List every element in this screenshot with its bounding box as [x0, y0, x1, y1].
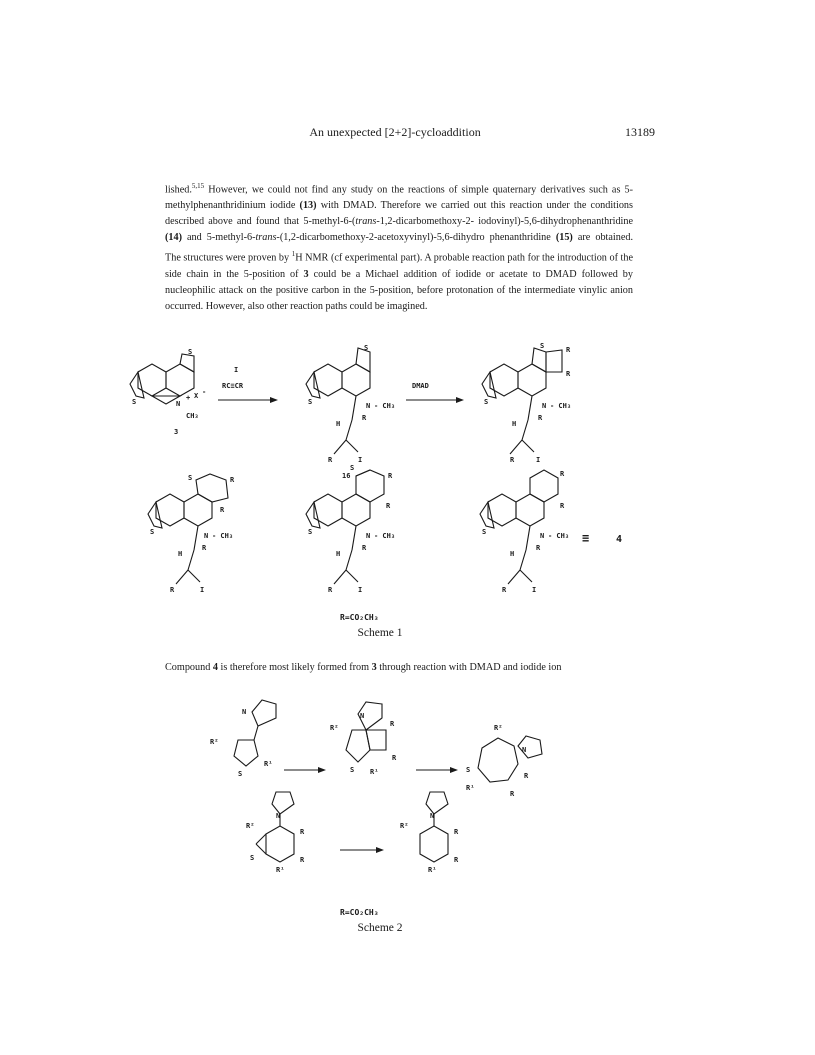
compound-ref-13: (13): [299, 200, 317, 212]
svg-text:H: H: [178, 550, 183, 558]
svg-text:R: R: [454, 856, 459, 864]
reagent-alkyne: RC≡CR: [222, 382, 244, 390]
svg-text:H: H: [510, 550, 515, 558]
svg-text:R²: R²: [246, 822, 255, 830]
bicyclic-episulfide-structure: [246, 792, 305, 874]
scheme-2-r-definition: R=CO₂CH₃: [340, 908, 379, 917]
svg-text:R: R: [362, 544, 367, 552]
citation-superscript: 5,15: [191, 182, 205, 190]
svg-text:R: R: [560, 502, 565, 510]
reagent-dmad: DMAD: [412, 382, 429, 390]
svg-text:N: N: [276, 812, 281, 820]
svg-text:H: H: [336, 550, 341, 558]
svg-text:N: N: [360, 712, 365, 720]
svg-text:N: N: [540, 532, 545, 540]
svg-text:S: S: [466, 766, 471, 774]
svg-text:S: S: [188, 348, 193, 356]
nmr-superscript: 1: [291, 250, 296, 259]
text-run: is therefore most likely formed from: [217, 662, 372, 673]
svg-text:R¹: R¹: [466, 784, 475, 792]
svg-text:R: R: [362, 414, 367, 422]
svg-text:R: R: [454, 828, 459, 836]
compound-ref-3: 3: [303, 268, 309, 280]
reaction-arrow-2: [406, 382, 464, 403]
svg-text:H: H: [336, 420, 341, 428]
svg-text:R²: R²: [210, 738, 219, 746]
svg-text:R: R: [566, 346, 571, 354]
compound-3-structure: [130, 348, 206, 436]
svg-text:R: R: [390, 720, 395, 728]
svg-text:- CH₃: - CH₃: [374, 402, 396, 410]
svg-text:S: S: [308, 398, 313, 406]
product-4-structure: [480, 470, 622, 594]
italic-term: trans: [255, 232, 277, 244]
text-run: lished.: [165, 184, 192, 196]
text-run: Compound: [165, 662, 213, 673]
cycloadduct-structure: [482, 342, 571, 464]
svg-text:R: R: [392, 754, 397, 762]
text-run: However, we could not find any study on the reactions of simple quaternary derivatives such as 5-methylphenanthridinium iodide: [165, 184, 633, 212]
body-paragraph-2: [165, 660, 665, 676]
svg-text:S: S: [364, 344, 369, 352]
svg-text:R: R: [328, 586, 333, 594]
svg-text:S: S: [238, 770, 243, 778]
text-run: H NMR (cf experimental part). A probable reaction path for the introduction of the side chain in the 5-position of: [165, 252, 633, 280]
text-run: could be a Michael addition of iodide or acetate to DMAD followed by nucleophilic attack on the positive carbon in the 5-position, before protonation of the intermediate vinylic anion occurred. However, also other reaction paths could be imagined.: [165, 268, 633, 312]
reagent-iodide: I: [234, 366, 239, 374]
aminothiepine-structure: [466, 724, 542, 798]
compound-ref-15: (15): [555, 232, 573, 244]
svg-text:R: R: [560, 470, 565, 478]
text-run: through reaction with DMAD and iodide ion: [376, 662, 562, 673]
svg-text:R: R: [502, 586, 507, 594]
svg-text:R: R: [524, 772, 529, 780]
svg-text:R: R: [388, 472, 393, 480]
text-run: are obtained. The structures were proven by: [165, 232, 633, 264]
svg-text:N: N: [522, 746, 527, 754]
svg-text:R: R: [170, 586, 175, 594]
svg-text:+: +: [186, 394, 191, 402]
svg-text:N: N: [430, 812, 435, 820]
svg-text:I: I: [532, 586, 537, 594]
italic-term: trans: [355, 216, 377, 228]
svg-text:I: I: [358, 586, 363, 594]
reaction-arrow-1: [218, 366, 278, 403]
svg-text:R: R: [510, 456, 515, 464]
scheme-1-r-definition: R=CO₂CH₃: [340, 613, 379, 622]
svg-text:S: S: [350, 766, 355, 774]
compound-ref-14: (14): [165, 232, 182, 244]
compound-3-label: 3: [174, 428, 179, 436]
svg-text:R: R: [566, 370, 571, 378]
compound-4-label: 4: [616, 534, 623, 545]
svg-text:R¹: R¹: [276, 866, 285, 874]
page-number: 13189: [625, 125, 655, 139]
text-run: -(1,2-dicarbomethoxy-2-acetoxyvinyl)-5,6-dihydro phenanthridine: [276, 232, 556, 244]
scheme-2-figure: [200, 690, 580, 905]
scheme-1-caption: Scheme 1: [357, 627, 403, 639]
svg-text:S: S: [484, 398, 489, 406]
svg-text:S: S: [150, 528, 155, 536]
svg-text:R: R: [220, 506, 225, 514]
svg-text:N: N: [242, 708, 247, 716]
svg-text:R²: R²: [494, 724, 503, 732]
text-run: -1,2-dicarbomethoxy-2- iodovinyl)-5,6-dihydrophenanthridine: [376, 216, 633, 228]
svg-text:I: I: [536, 456, 541, 464]
svg-text:I: I: [358, 456, 363, 464]
svg-text:CH₃: CH₃: [186, 412, 199, 420]
thiepine-structure: [148, 474, 235, 594]
svg-text:- CH₃: - CH₃: [548, 532, 570, 540]
text-run: with DMAD. Therefore we carried out this reaction under the conditions described above and found that 5-methyl-6-(: [165, 200, 633, 228]
svg-text:S: S: [250, 854, 255, 862]
svg-text:-: -: [202, 388, 207, 396]
svg-text:S: S: [350, 464, 355, 472]
svg-text:- CH₃: - CH₃: [550, 402, 572, 410]
svg-text:R¹: R¹: [428, 866, 437, 874]
svg-text:R¹: R¹: [370, 768, 379, 776]
svg-text:N: N: [542, 402, 547, 410]
svg-text:N: N: [366, 402, 371, 410]
scheme-1-figure: [130, 342, 650, 612]
svg-text:R: R: [328, 456, 333, 464]
compound-ref-4: 4: [212, 662, 218, 673]
aminothiophene-structure: [210, 700, 276, 778]
svg-text:S: S: [540, 342, 545, 350]
episulfide-structure: [306, 464, 395, 594]
svg-text:R: R: [510, 790, 515, 798]
svg-text:R²: R²: [400, 822, 409, 830]
svg-text:- CH₃: - CH₃: [212, 532, 234, 540]
svg-text:H: H: [512, 420, 517, 428]
svg-text:R: R: [230, 476, 235, 484]
compound-16-structure: [306, 344, 395, 480]
scheme-2-caption: Scheme 2: [357, 922, 403, 934]
benzene-product-structure: [400, 792, 459, 874]
svg-text:R: R: [536, 544, 541, 552]
body-paragraph-1: [165, 178, 633, 315]
svg-text:R: R: [538, 414, 543, 422]
svg-text:S: S: [482, 528, 487, 536]
svg-text:R: R: [300, 828, 305, 836]
svg-text:S: S: [132, 398, 137, 406]
svg-text:N: N: [204, 532, 209, 540]
svg-text:X: X: [194, 392, 199, 400]
svg-text:S: S: [188, 474, 193, 482]
svg-text:R: R: [202, 544, 207, 552]
bicyclic-cycloadduct-structure: [330, 702, 397, 776]
compound-ref-3: 3: [371, 662, 377, 673]
svg-text:R²: R²: [330, 724, 339, 732]
text-run: and 5-methyl-6-: [181, 232, 256, 244]
compound-16-label: 16: [342, 472, 351, 480]
svg-text:R¹: R¹: [264, 760, 273, 768]
svg-text:N: N: [366, 532, 371, 540]
svg-text:R: R: [386, 502, 391, 510]
svg-text:- CH₃: - CH₃: [374, 532, 396, 540]
svg-text:S: S: [308, 528, 313, 536]
running-title: An unexpected [2+2]-cycloaddition: [309, 125, 481, 139]
svg-text:I: I: [200, 586, 205, 594]
equivalent-sign: ≡: [582, 531, 590, 545]
svg-text:N: N: [176, 400, 181, 408]
svg-text:R: R: [300, 856, 305, 864]
